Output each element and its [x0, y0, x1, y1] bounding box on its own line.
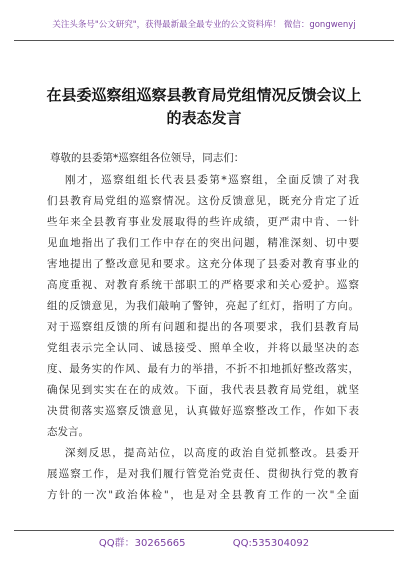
footer-divider	[14, 530, 394, 531]
body-line: 深刻反思，提高站位，以高度的政治自觉抓整改。县委开	[65, 447, 359, 459]
footer-qq: QQ:535304092	[232, 538, 310, 549]
body-line: 展巡察工作，是对我们履行管党治党责任、贯彻执行党的教育	[47, 468, 359, 480]
body-line: 们县教育局党组的巡察情况。这份反馈意见，既充分肯定了近	[47, 195, 359, 207]
body-line: 对于巡察组反馈的所有问题和提出的各项要求，我们县教育局	[47, 321, 359, 333]
header-banner: 关注头条号"公文研究"，获得最新最全最专业的公文资料库！ 微信：gongwenyj	[52, 20, 356, 30]
title-line-2: 的表态发言	[166, 109, 242, 127]
body-line: 态发言。	[47, 426, 89, 438]
header-divider	[14, 40, 394, 41]
footer	[0, 534, 408, 549]
body-line: 些年来全县教育事业发展取得的些许成绩，更严肃中肯、一针	[47, 216, 359, 228]
body-line: 度、最务实的作风、最有力的举措，不折不扣地抓好整改落实，	[47, 363, 359, 375]
body-line: 方针的一次"政治体检"，也是对全县教育工作的一次"全面	[47, 489, 359, 501]
body-line: 见血地指出了我们工作中存在的突出问题，精准深刻、切中要	[47, 237, 359, 249]
body-line: 党组表示完全认同、诚恳接受、照单全收，并将以最坚决的态	[47, 342, 359, 354]
document-title	[0, 84, 408, 130]
title-line-1: 在县委巡察组巡察县教育局党组情况反馈会议上	[46, 86, 362, 104]
body-line: 确保见到实实在在的成效。下面，我代表县教育局党组，就坚	[47, 384, 359, 396]
body-line: 组的反馈意见，为我们敲响了警钟，亮起了红灯，指明了方向。	[47, 300, 359, 312]
body-line: 高度重视、对教育系统干部职工的严格要求和关心爱护。巡察	[47, 279, 359, 291]
body-line: 决贯彻落实巡察反馈意见，认真做好巡察整改工作，作如下表	[47, 405, 359, 417]
body-text	[47, 170, 359, 506]
salutation: 尊敬的县委第*巡察组各位领导，同志们：	[50, 152, 245, 164]
body-line: 刚才，巡察组组长代表县委第*巡察组，全面反馈了对我	[65, 174, 359, 186]
body-line: 害地提出了整改意见和要求。这充分体现了县委对教育事业的	[47, 258, 359, 270]
footer-qq-group: QQ群：30265665	[98, 538, 186, 549]
